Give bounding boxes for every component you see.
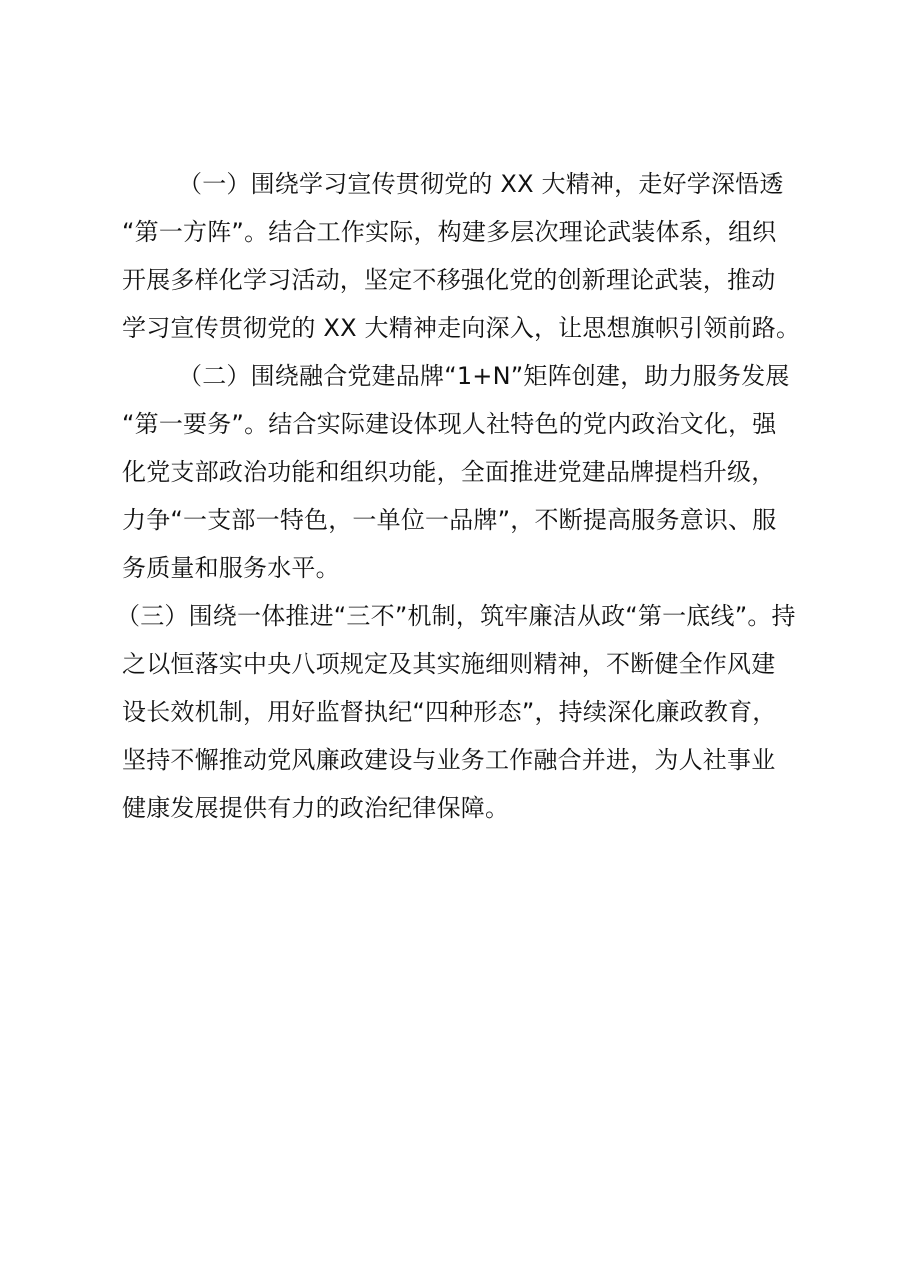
- paragraph-3-line-5: 健康发展提供有力的政治纪律保障。: [122, 794, 510, 822]
- paragraph-1-line-2: “第一方阵”。结合工作实际，构建多层次理论武装体系，组织: [122, 218, 777, 246]
- paragraph-1-line-3: 开展多样化学习活动，坚定不移强化党的创新理论武装，推动: [122, 266, 776, 294]
- paragraph-2-line-3: 化党支部政治功能和组织功能，全面推进党建品牌提档升级，: [122, 458, 776, 486]
- paragraph-1-line-4: 学习宣传贯彻党的 XX 大精神走向深入，让思想旗帜引领前路。: [122, 314, 801, 342]
- paragraph-3-line-2: 之以恒落实中央八项规定及其实施细则精神，不断健全作风建: [122, 650, 776, 678]
- paragraph-2-line-2: “第一要务”。结合实际建设体现人社特色的党内政治文化，强: [122, 410, 777, 438]
- paragraph-3-line-4: 坚持不懈推动党风廉政建设与业务工作融合并进，为人社事业: [122, 746, 776, 774]
- paragraph-2-line-1: （二）围绕融合党建品牌“1+N”矩阵创建，助力服务发展: [178, 362, 790, 390]
- paragraph-2-line-4: 力争“一支部一特色，一单位一品牌”，不断提高服务意识、服: [122, 506, 777, 534]
- paragraph-3-line-1: （三）围绕一体推进“三不”机制，筑牢廉洁从政“第一底线”。持: [116, 602, 796, 630]
- paragraph-3-line-3: 设长效机制，用好监督执纪“四种形态”，持续深化廉政教育，: [122, 698, 777, 726]
- paragraph-1-line-1: （一）围绕学习宣传贯彻党的 XX 大精神，走好学深悟透: [178, 170, 784, 198]
- document-body: [116, 160, 802, 832]
- paragraph-2-line-5: 务质量和服务水平。: [122, 554, 340, 582]
